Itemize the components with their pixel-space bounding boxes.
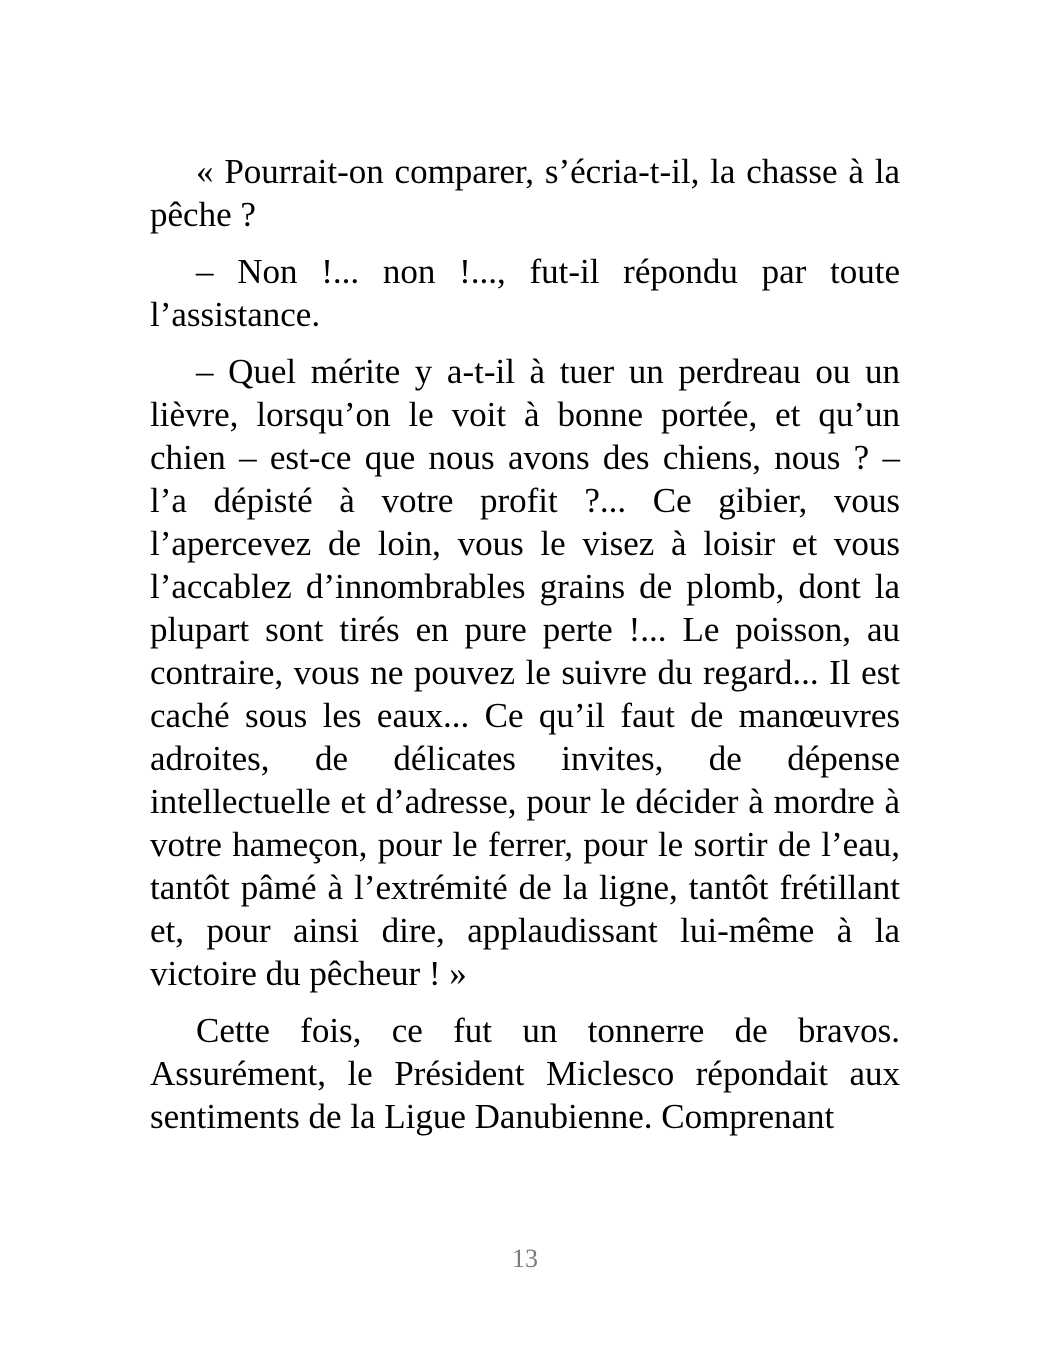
paragraph: Cette fois, ce fut un tonnerre de bravos. Assurément, le Président Miclesco répondait aux sentiments de la Ligue Danubienne. Comprenant [150,1011,900,1136]
paragraph: – Non !... non !..., fut-il répondu par toute l’assistance. [150,252,900,334]
paragraph: – Quel mérite y a-t-il à tuer un perdreau ou un lièvre, lorsqu’on le voit à bonne portée, et qu’un chien – est-ce que nous avons des chiens, nous ? – l’a dépisté à votre profit ?... Ce gibier, vous l’apercevez de loin, vous le visez à loisir et vous l’accablez d’innombrables grains de plomb, dont la plupart sont tirés en pure perte !... Le poisson, au contraire, vous ne pouvez le suivre du regard... Il est caché sous les eaux... Ce qu’il faut de manœuvres adroites, de délicates invites, de dépense intellectuelle et d’adresse, pour le décider à mordre à votre hameçon, pour le ferrer, pour le sortir de l’eau, tantôt pâmé à l’extrémité de la ligne, tantôt frétillant et, pour ainsi dire, applaudissant lui-même à la victoire du pêcheur ! » [150,352,900,993]
paragraph: « Pourrait-on comparer, s’écria-t-il, la chasse à la pêche ? [150,152,900,234]
page-body [150,150,900,1152]
page-number: 13 [512,1244,538,1273]
